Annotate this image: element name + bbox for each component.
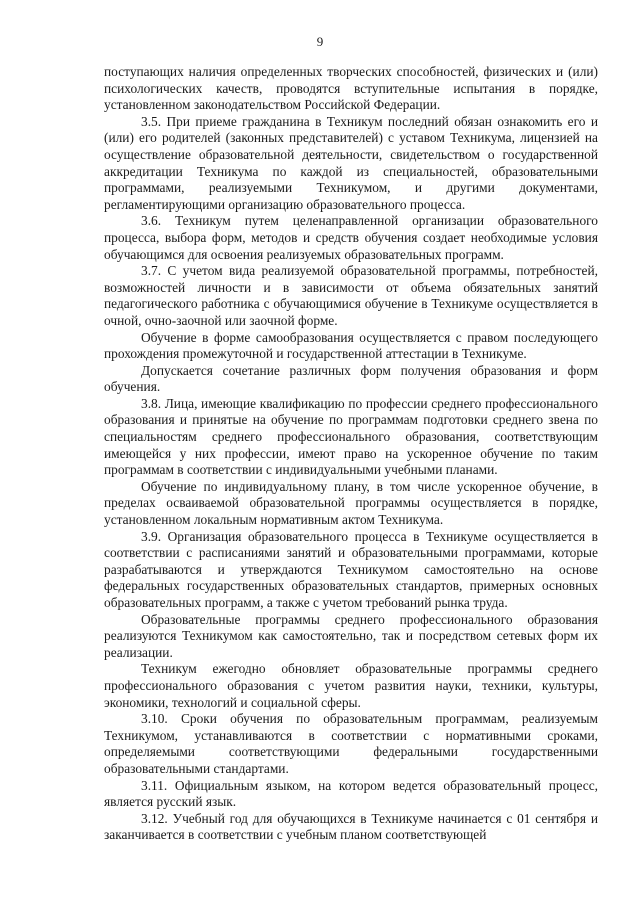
paragraph-3-8: 3.8. Лица, имеющие квалификацию по профессии среднего профессионального образования и принятые на обучение по программам подготовки среднего звена по специальностям среднего профессионального образования, соответствующим имеющейся у них профессии, имеют право на ускоренное обучение по таким программам в соответствии с индивидуальными учебными планами.	[104, 395, 598, 478]
paragraph-individual-plan: Обучение по индивидуальному плану, в том числе ускоренное обучение, в пределах осваиваемой образовательной программы осуществляется в порядке, установленном локальным нормативным актом Техникума.	[104, 478, 598, 528]
paragraph-combined-forms: Допускается сочетание различных форм получения образования и форм обучения.	[104, 362, 598, 395]
paragraph-programs-network: Образовательные программы среднего профессионального образования реализуются Техникумом как самостоятельно, так и посредством сетевых форм их реализации.	[104, 611, 598, 660]
paragraph-self-education: Обучение в форме самообразования осуществляется с правом последующего прохождения промежуточной и государственной аттестации в Техникуме.	[104, 329, 598, 362]
paragraph-3-10: 3.10. Сроки обучения по образовательным программам, реализуемым Техникумом, устанавливаются в соответствии с нормативными сроками, определяемыми соответствующими федеральными государственными образовательными стандартами.	[104, 711, 598, 776]
paragraph-3-6: 3.6. Техникум путем целенаправленной организации образовательного процесса, выбора форм, методов и средств обучения создает необходимые условия обучающимся для освоения реализуемых образовательных программ.	[104, 213, 598, 262]
document-body	[104, 64, 598, 844]
paragraph-3-11: 3.11. Официальным языком, на котором ведется образовательный процесс, является русский язык.	[104, 777, 598, 810]
paragraph-3-12: 3.12. Учебный год для обучающихся в Техникуме начинается с 01 сентября и заканчивается в соответствии с учебным планом соответствующей	[104, 810, 598, 843]
page-number: 9	[316, 34, 324, 49]
paragraph-programs-update: Техникум ежегодно обновляет образовательные программы среднего профессионального образования с учетом развития науки, техники, культуры, экономики, технологий и социальной сферы.	[104, 661, 598, 710]
paragraph-3-7: 3.7. С учетом вида реализуемой образовательной программы, потребностей, возможностей личности и в зависимости от объема обязательных занятий педагогического работника с обучающимися обучение в Техникуме осуществляется в очной, очно-заочной или заочной форме.	[104, 263, 598, 328]
paragraph-continuation: поступающих наличия определенных творческих способностей, физических и (или) психологических качеств, проводятся вступительные испытания в порядке, установленном законодательством Российской Федерации.	[104, 64, 598, 113]
paragraph-3-9: 3.9. Организация образовательного процесса в Техникуме осуществляется в соответствии с расписаниями занятий и образовательными программами, которые разрабатываются и утверждаются Техникумом самостоятельно на основе федеральных государственных образовательных стандартов, примерных основных образовательных программ, а также с учетом требований рынка труда.	[104, 528, 598, 610]
paragraph-3-5: 3.5. При приеме гражданина в Техникум последний обязан ознакомить его и (или) его родителей (законных представителей) с уставом Техникума, лицензией на осуществление образовательной деятельности, свидетельством о государственной аккредитации Техникума по каждой из специальностей, образовательными программами, реализуемыми Техникумом, и другими документами, регламентирующими организацию образовательного процесса.	[104, 113, 598, 212]
